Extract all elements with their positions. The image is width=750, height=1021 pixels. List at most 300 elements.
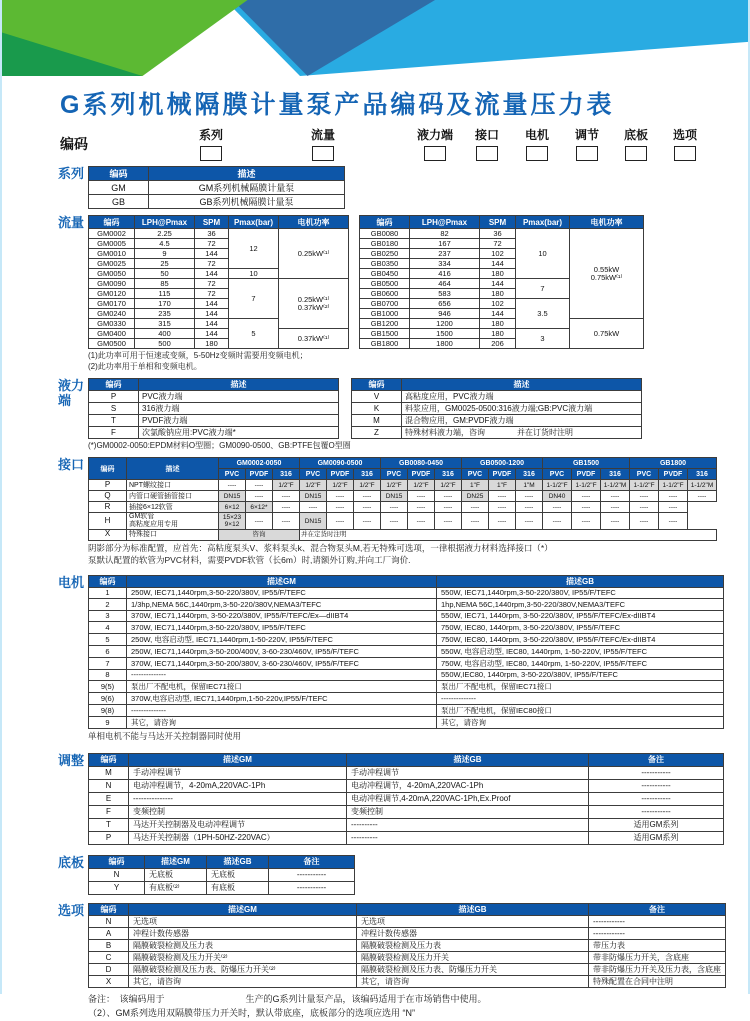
header-cell: 描述 [149, 167, 345, 181]
motor-note: 单相电机不能与马达开关控制器同时使用 [88, 731, 242, 742]
coding-field-label: 流量 [310, 128, 335, 142]
header-cell: 备注 [589, 753, 724, 766]
header-cell: 316 [601, 469, 630, 480]
data-cell: 隔膜破裂检测及压力开关 [357, 951, 589, 963]
data-cell: 583 [410, 289, 480, 299]
data-cell: 1-1/2"M [601, 480, 630, 491]
data-cell: 550W, IEC71, 1440rpm, 3-50-220/380V, IP55/F/TEFC/Ex-dIIBT4 [437, 610, 724, 622]
header-cell: LPH@Pmax [135, 216, 195, 229]
table-row [89, 881, 355, 894]
data-cell: 72 [195, 279, 229, 289]
data-cell: 冲程计数传感器 [357, 927, 589, 939]
data-cell: GM0090 [89, 279, 135, 289]
interface-note-1: 阴影部分为标准配置，应首先：高粘度泵头V、浆料泵头k、混合物泵头M,若无特殊可选项，一律根据液力材料选择接口（*） [88, 542, 553, 553]
data-cell: ---- [543, 502, 572, 513]
data-cell: 插接6×12软管 [127, 502, 219, 513]
data-cell: 适用GM系列 [589, 818, 724, 831]
table-row [89, 610, 724, 622]
data-cell: 1-1/2"F [659, 480, 688, 491]
data-cell: ---- [435, 491, 462, 502]
coding-field-label: 接口 [474, 128, 499, 142]
data-cell: ---- [543, 513, 572, 529]
header-cell: PVC [381, 469, 408, 480]
header-cell: PVDF [489, 469, 516, 480]
data-cell: --------------- [129, 792, 347, 805]
data-cell: 次氯酸钠应用:PVC液力端* [139, 426, 339, 438]
coding-field-label: 选项 [672, 128, 697, 142]
data-cell: ---- [408, 502, 435, 513]
header-cell: 描述GM [129, 903, 357, 915]
data-cell: ---- [327, 491, 354, 502]
table-row [89, 779, 724, 792]
data-cell: 无选项 [129, 915, 357, 927]
header-cell: 描述GM [129, 753, 347, 766]
header-row [89, 575, 724, 587]
data-cell: N [89, 915, 129, 927]
header-cell: 描述GB [347, 753, 589, 766]
data-cell: 82 [410, 229, 480, 239]
data-cell: 有底板⁽²⁾ [145, 881, 207, 894]
data-cell: PVDF液力端 [139, 414, 339, 426]
data-cell: 235 [135, 309, 195, 319]
data-cell: DN25 [462, 491, 489, 502]
header-cell: 316 [688, 469, 717, 480]
data-cell: 5 [229, 319, 279, 349]
page-edge-left [0, 0, 2, 994]
header-cell: 编码 [89, 903, 129, 915]
data-cell: ---- [246, 491, 273, 502]
data-cell: 1/2"F [408, 480, 435, 491]
code-box [625, 146, 647, 161]
header-cell: 316 [516, 469, 543, 480]
data-cell: 5 [89, 633, 127, 645]
header-cell: GB1500 [543, 458, 630, 469]
data-cell: ---- [435, 502, 462, 513]
header-cell: 备注 [269, 855, 355, 868]
table-row [89, 390, 339, 402]
table-row [89, 681, 724, 693]
header-row [360, 216, 644, 229]
table-row [89, 818, 724, 831]
data-cell: 电动冲程调节,4-20mA,220VAC-1Ph,Ex.Proof [347, 792, 589, 805]
table-row [89, 645, 724, 657]
table-row [89, 491, 717, 502]
header-cell: PVDF [572, 469, 601, 480]
section-options [58, 903, 750, 988]
hydraulic-table-right [351, 378, 642, 439]
flow-table-gb [359, 215, 644, 349]
footer-note-1: 备注： 该编码用于 生产的G系列计量泵产品，该编码适用于在市场销售中使用。 [88, 993, 487, 1004]
data-cell: ---- [219, 480, 246, 491]
data-cell: ----------- [589, 805, 724, 818]
data-cell: P [89, 390, 139, 402]
header-cell: GM0090-0500 [300, 458, 381, 469]
header-cell: Pmax(bar) [229, 216, 279, 229]
section-interface [58, 457, 750, 566]
coding-field-label: 系列 [198, 128, 223, 142]
data-cell: 50 [135, 269, 195, 279]
data-cell: T [89, 414, 139, 426]
banner-graphic [0, 0, 750, 76]
data-cell: 400 [135, 329, 195, 339]
table-row [89, 622, 724, 634]
header-row [89, 855, 355, 868]
data-cell: ---- [516, 502, 543, 513]
data-cell: 72 [195, 289, 229, 299]
data-cell: 180 [480, 319, 516, 329]
section-series [58, 166, 750, 209]
data-cell: ---- [246, 513, 273, 529]
header-row [89, 216, 349, 229]
data-cell: Z [352, 426, 402, 438]
section-label-flow: 流量 [58, 215, 85, 230]
data-cell: 250W, IEC71,1440rpm,3-50-200/400V, 3-60-230/460V, IP55/F/TEFC [127, 645, 437, 657]
data-cell: ---- [462, 502, 489, 513]
data-cell: P [89, 831, 129, 844]
header-cell: 编码 [89, 575, 127, 587]
flow-note-2: (2)此功率用于单相和变频电机。 [88, 361, 202, 371]
header-cell: 316 [435, 469, 462, 480]
data-cell: GM0005 [89, 239, 135, 249]
data-cell: ---- [246, 480, 273, 491]
header-cell: 编码 [360, 216, 410, 229]
data-cell: 6×12 [219, 502, 246, 513]
data-cell: H [89, 513, 127, 529]
data-cell: 206 [480, 339, 516, 349]
data-cell: GM0500 [89, 339, 135, 349]
data-cell: ----------- [269, 881, 355, 894]
data-cell: 9(6) [89, 693, 127, 705]
data-cell: F [89, 805, 129, 818]
data-cell: 4.5 [135, 239, 195, 249]
data-cell: 3 [516, 329, 570, 349]
data-cell: 3 [89, 610, 127, 622]
data-cell: 750W, 电容启动型, IEC80, 1440rpm, 1-50-220V, IP55/F/TEFC [437, 657, 724, 669]
header-cell: 描述 [402, 378, 642, 390]
data-cell: 144 [195, 309, 229, 319]
flow-table-gm [88, 215, 349, 349]
coding-label: 编码 [60, 136, 88, 152]
data-cell: 250W, IEC71,1440rpm,3-50-220/380V, IP55/F/TEFC [127, 587, 437, 599]
code-box [424, 146, 446, 161]
section-label-base: 底板 [58, 854, 85, 870]
header-cell: 电机功率 [570, 216, 644, 229]
header-cell: 316 [354, 469, 381, 480]
header-row [89, 458, 717, 469]
data-cell: 237 [410, 249, 480, 259]
table-row [89, 426, 339, 438]
data-cell: 144 [195, 329, 229, 339]
header-cell: PVDF [327, 469, 354, 480]
data-cell: ---- [327, 502, 354, 513]
data-cell: 7 [229, 279, 279, 319]
data-cell: ---- [572, 513, 601, 529]
coding-field-hydraulic [412, 126, 458, 161]
data-cell: 电动冲程调节，4-20mA,220VAC-1Ph [347, 779, 589, 792]
header-cell: 编码 [89, 855, 145, 868]
data-cell: ---- [659, 491, 688, 502]
data-cell: 泵出厂不配电机，保留IEC71接口 [127, 681, 437, 693]
data-cell: X [89, 975, 129, 987]
data-cell: V [352, 390, 402, 402]
table-row [89, 529, 717, 540]
data-cell: 混合物应用，GM:PVDF液力端 [402, 414, 642, 426]
code-box [476, 146, 498, 161]
options-table [88, 903, 726, 988]
data-cell: ---- [516, 513, 543, 529]
data-cell: 72 [480, 239, 516, 249]
data-cell: 1"F [489, 480, 516, 491]
header-cell: 编码 [89, 378, 139, 390]
code-box [526, 146, 548, 161]
data-cell: 316液力端 [139, 402, 339, 414]
data-cell: 315 [135, 319, 195, 329]
data-cell: 带非防爆压力开关及压力表，含底座 [589, 963, 726, 975]
data-cell: GM0240 [89, 309, 135, 319]
data-cell: 464 [410, 279, 480, 289]
data-cell: 隔膜破裂检测及压力表、防爆压力开关 [357, 963, 589, 975]
table-row [352, 426, 642, 438]
section-hydraulic [58, 378, 750, 452]
data-cell: 特殊接口 [127, 529, 219, 540]
data-cell: 1hp,NEMA 56C,1440rpm,3-50-220/380V,NEMA3/TEFC [437, 599, 724, 611]
header-cell: 电机功率 [279, 216, 349, 229]
data-cell: 隔膜破裂检测及压力开关⁽²⁾ [129, 951, 357, 963]
data-cell: 9 [135, 249, 195, 259]
coding-field-label: 电机 [524, 128, 549, 142]
header-cell: PVC [300, 469, 327, 480]
header-cell: PVC [543, 469, 572, 480]
data-cell: ---- [630, 513, 659, 529]
data-cell: ---- [327, 513, 354, 529]
data-cell: 适用GM系列 [589, 831, 724, 844]
code-box [312, 146, 334, 161]
data-cell: 370W, IEC71,1440rpm,3-50-220/380V, IP55/F/TEFC [127, 622, 437, 634]
data-cell: 1-1/2"F [543, 480, 572, 491]
data-cell: 并在定货时注明 [300, 529, 717, 540]
data-cell: 手动冲程调节 [347, 766, 589, 779]
header-row [352, 378, 642, 390]
data-cell: 102 [480, 249, 516, 259]
data-cell: 3.5 [516, 299, 570, 329]
data-cell: ---- [630, 502, 659, 513]
header-cell: SPM [195, 216, 229, 229]
data-cell: 无底板 [145, 868, 207, 881]
data-cell: 180 [480, 329, 516, 339]
data-cell: 1/3hp,NEMA 56C,1440rpm,3-50-220/380V,NEMA3/TEFC [127, 599, 437, 611]
data-cell: 72 [195, 239, 229, 249]
data-cell: 隔膜破裂检测及压力表 [129, 939, 357, 951]
data-cell: 750W, IEC80, 1440rpm, 3-50-220/380V, IP55/F/TEFC/Ex-dIIBT4 [437, 633, 724, 645]
section-adjust [58, 753, 750, 845]
hydraulic-note: (*)GM0002-0050:EPDM材料O型圈；GM0090-0500、GB:PTFE包覆O型圈 [88, 440, 351, 450]
data-cell: ---- [601, 513, 630, 529]
data-cell: GM0170 [89, 299, 135, 309]
data-cell: -------------- [127, 705, 437, 717]
data-cell: ---- [489, 513, 516, 529]
data-cell: 1"M [516, 480, 543, 491]
table-row [89, 502, 717, 513]
data-cell: 1-1/2"F [572, 480, 601, 491]
data-cell: 泵出厂不配电机，保留IEC71接口 [437, 681, 724, 693]
data-cell: GM0025 [89, 259, 135, 269]
section-label-options: 选项 [58, 902, 85, 918]
table-row [89, 766, 724, 779]
data-cell: A [89, 927, 129, 939]
data-cell: GB0700 [360, 299, 410, 309]
data-cell: X [89, 529, 127, 540]
table-row [89, 513, 717, 529]
data-cell: 咨询 [219, 529, 300, 540]
data-cell: T [89, 818, 129, 831]
data-cell: 370W, IEC71,1440rpm,3-50-200/380V, 3-60-230/460V, IP55/F/TEFC [127, 657, 437, 669]
header-cell: 备注 [589, 903, 726, 915]
header-cell: SPM [480, 216, 516, 229]
data-cell: 1200 [410, 319, 480, 329]
data-cell: 334 [410, 259, 480, 269]
data-cell: 特殊材料液力端，咨询 并在订货时注明 [402, 426, 642, 438]
data-cell: ---------- [347, 818, 589, 831]
data-cell: 0.25kW⁽¹⁾ 0.37kW⁽²⁾ [279, 279, 349, 329]
table-row [360, 319, 644, 329]
data-cell: ---- [435, 513, 462, 529]
hydraulic-table-left [88, 378, 339, 439]
table-row [89, 587, 724, 599]
section-label-interface: 接口 [58, 457, 85, 473]
data-cell: DN15 [219, 491, 246, 502]
table-row [89, 975, 726, 987]
series-table [88, 166, 345, 209]
data-cell: 1/2"F [273, 480, 300, 491]
data-cell: N [89, 868, 145, 881]
data-cell: ---- [688, 491, 717, 502]
table-row [89, 329, 349, 339]
table-row [89, 705, 724, 717]
header-cell: 编码 [89, 216, 135, 229]
data-cell: 0.25kW⁽¹⁾ [279, 229, 349, 279]
data-cell: GB0250 [360, 249, 410, 259]
data-cell: 9(8) [89, 705, 127, 717]
data-cell: PVC液力端 [139, 390, 339, 402]
data-cell: NPT螺纹接口 [127, 480, 219, 491]
data-cell: GM0330 [89, 319, 135, 329]
data-cell: 550W, 电容启动型, IEC80, 1440rpm, 1-50-220V, IP55/F/TEFC [437, 645, 724, 657]
table-row [89, 792, 724, 805]
data-cell: ----------- [589, 792, 724, 805]
data-cell: 1"F [462, 480, 489, 491]
table-row [89, 927, 726, 939]
data-cell: 马达开关控制器（1PH-50HZ-220VAC） [129, 831, 347, 844]
header-cell: 编码 [89, 167, 149, 181]
data-cell: R [89, 502, 127, 513]
interface-table [88, 457, 717, 540]
header-cell: GB0500-1200 [462, 458, 543, 469]
data-cell: 144 [480, 279, 516, 289]
data-cell: 180 [480, 289, 516, 299]
data-cell: GM [89, 181, 149, 195]
data-cell: 180 [480, 269, 516, 279]
table-row [89, 480, 717, 491]
data-cell: P [89, 480, 127, 491]
data-cell: 马达开关控制器及电动冲程调节 [129, 818, 347, 831]
header-row [89, 378, 339, 390]
data-cell: D [89, 963, 129, 975]
table-row [89, 229, 349, 239]
data-cell: 1 [89, 587, 127, 599]
data-cell: 0.55kW 0.75kW⁽¹⁾ [570, 229, 644, 319]
data-cell: GM软管 高粘度应用专用 [127, 513, 219, 529]
table-row [89, 939, 726, 951]
data-cell: ---- [408, 513, 435, 529]
data-cell: ------------ [589, 915, 726, 927]
data-cell: 变频控制 [347, 805, 589, 818]
data-cell: 170 [135, 299, 195, 309]
data-cell: ---- [659, 502, 688, 513]
data-cell: 370W, IEC71,1440rpm, 3-50-220/380V, IP55/F/TEFC/Ex—dIIBT4 [127, 610, 437, 622]
table-row [89, 657, 724, 669]
data-cell: GM系列机械隔膜计量泵 [149, 181, 345, 195]
data-cell: ---- [354, 513, 381, 529]
table-row [89, 951, 726, 963]
data-cell: 1/2"F [354, 480, 381, 491]
data-cell: 750W, IEC80, 1440rpm, 3-50-220/380V, IP55/F/TEFC [437, 622, 724, 634]
data-cell: DN15 [300, 491, 327, 502]
coding-diagram [60, 126, 750, 166]
coding-field-adjust [564, 126, 610, 161]
data-cell: 1-1/2"M [688, 480, 717, 491]
data-cell: S [89, 402, 139, 414]
section-label-adjust: 调整 [58, 752, 85, 768]
data-cell: 其它，请咨询 [129, 975, 357, 987]
data-cell: 656 [410, 299, 480, 309]
data-cell: 带压力表 [589, 939, 726, 951]
table-row [89, 963, 726, 975]
section-base [58, 855, 750, 895]
coding-field-motor [514, 126, 560, 161]
data-cell: 电动冲程调节，4-20mA,220VAC-1Ph [129, 779, 347, 792]
coding-field-interface [464, 126, 510, 161]
data-cell: 6×12* [246, 502, 273, 513]
data-cell: 180 [195, 339, 229, 349]
data-cell: 内管口硬管插管接口 [127, 491, 219, 502]
table-row [89, 831, 724, 844]
data-cell: ---- [300, 502, 327, 513]
header-row [89, 753, 724, 766]
data-cell: ---- [601, 491, 630, 502]
data-cell: ---- [354, 491, 381, 502]
data-cell: 隔膜破裂检测及压力表、防爆压力开关⁽²⁾ [129, 963, 357, 975]
table-row [89, 279, 349, 289]
data-cell: ---- [273, 502, 300, 513]
data-cell: 1500 [410, 329, 480, 339]
data-cell: GM0002 [89, 229, 135, 239]
section-label-motor: 电机 [58, 574, 85, 590]
data-cell: 其它，请咨询 [437, 717, 724, 729]
data-cell: 15×23 9×12 [219, 513, 246, 529]
data-cell: ---- [408, 491, 435, 502]
data-cell: 0.37kW⁽¹⁾ [279, 329, 349, 349]
header-cell: PVC [462, 469, 489, 480]
data-cell: 隔膜破裂检测及压力表 [357, 939, 589, 951]
table-row [352, 414, 642, 426]
data-cell: 1/2"F [300, 480, 327, 491]
data-cell: 10 [516, 229, 570, 279]
data-cell: 144 [480, 309, 516, 319]
header-cell: 描述GB [357, 903, 589, 915]
header-cell: 编码 [89, 753, 129, 766]
coding-field-label: 调节 [574, 128, 599, 142]
data-cell: ---------- [347, 831, 589, 844]
